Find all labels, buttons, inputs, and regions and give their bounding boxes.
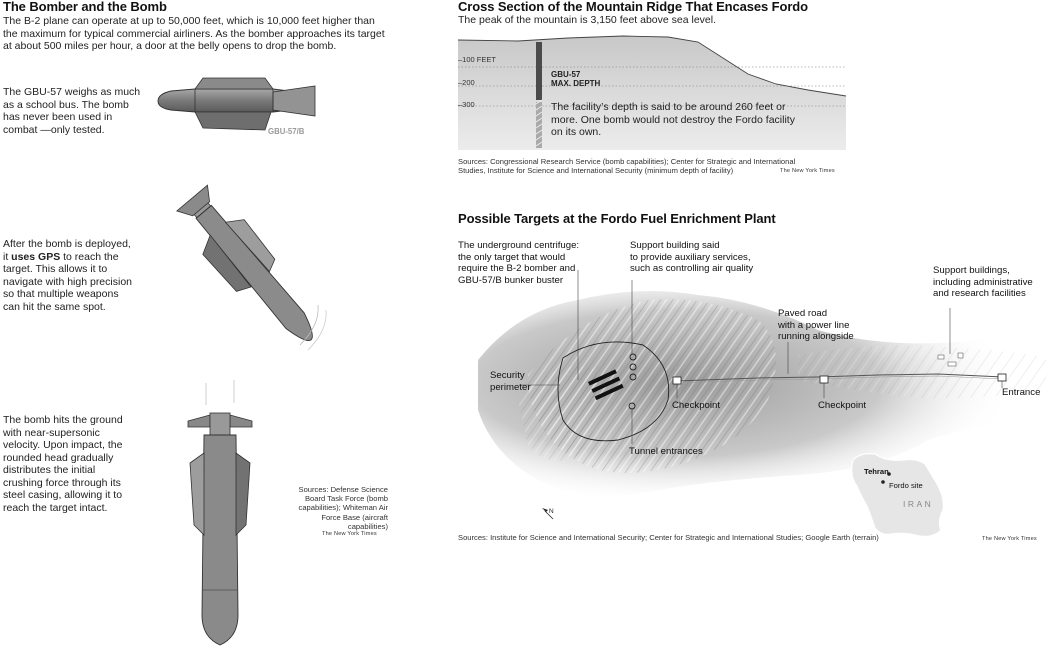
label-security-perimeter: Security perimeter — [490, 370, 531, 393]
bomb-impact-note: The bomb hits the ground with near-supersonic velocity. Upon impact, the rounded head gradually distributes the initial crushing force through its steel casing, allowing it to reach the target intact. — [3, 414, 123, 514]
label-checkpoint-1: Checkpoint — [672, 400, 720, 411]
targets-credit: The New York Times — [982, 536, 1037, 542]
bomb-falling-diagonal — [150, 175, 350, 360]
bomber-intro: The B-2 plane can operate at up to 50,000 feet, which is 10,000 feet higher than the maximum for typical commercial airliners. As the bomber approaches its target at about 500 miles per hour, a door at the belly opens to drop the bomb. — [3, 15, 385, 52]
bomb-falling-vertical — [180, 375, 260, 648]
label-underground-centrifuge: The underground centrifuge: the only target that would require the B-2 bomber and GBU-57/B bunker buster — [458, 240, 580, 286]
iran-inset-map — [845, 448, 955, 543]
cross-section-credit: The New York Times — [780, 168, 835, 174]
inset-fordo-label: Fordo site — [889, 481, 923, 490]
label-paved-road: Paved road with a power line running alongside — [778, 308, 854, 342]
inset-iran-label: IRAN — [903, 499, 934, 509]
depth-label-100: –100 FEET — [458, 55, 496, 64]
bomb-weight-note: The GBU-57 weighs as much as a school bus. The bomb has never been used in combat —only tested. — [3, 86, 141, 136]
bomb-label: GBU-57/B — [268, 127, 305, 136]
bomber-title: The Bomber and the Bomb — [3, 0, 167, 14]
cross-section-sources: Sources: Congressional Research Service (bomb capabilities); Center for Strategic and International Studies, Institute for Science and International Security (minimum depth of facility) — [458, 157, 796, 176]
label-checkpoint-2: Checkpoint — [818, 400, 866, 411]
bomber-credit: The New York Times — [322, 531, 377, 537]
label-tunnel-entrances: Tunnel entrances — [629, 446, 703, 457]
bomber-sources: Sources: Defense Science Board Task Force (bomb capabilities); Whiteman Air Force Base (aircraft capabilities) — [298, 485, 388, 531]
depth-label-200: –200 — [458, 78, 475, 87]
cross-section-subtitle: The peak of the mountain is 3,150 feet above sea level. — [458, 14, 717, 26]
targets-title: Possible Targets at the Fordo Fuel Enrichment Plant — [458, 211, 776, 226]
bomb-gps-note: After the bomb is deployed, it uses GPS to reach the target. This allows it to navigate with high precision so that multiple weapons can hit the same spot. — [3, 238, 132, 313]
label-support-building: Support building said to provide auxiliary services, such as controlling air quality — [630, 240, 754, 274]
north-arrow-label: N — [549, 508, 554, 515]
depth-label-300: –300 — [458, 100, 475, 109]
inset-tehran-label: Tehran — [864, 467, 889, 476]
label-support-buildings: Support buildings, including administrative and research facilities — [933, 265, 1033, 299]
label-entrance: Entrance — [1002, 387, 1041, 398]
facility-depth-note: The facility’s depth is said to be around 260 feet or more. One bomb would not destroy the Fordo facility on its own. — [551, 101, 795, 138]
gbu-max-depth-label: GBU-57 MAX. DEPTH — [551, 70, 601, 88]
targets-sources: Sources: Institute for Science and International Security; Center for Strategic and International Studies; Google Earth (terrain) — [458, 533, 879, 542]
cross-section-title: Cross Section of the Mountain Ridge That Encases Fordo — [458, 0, 808, 14]
